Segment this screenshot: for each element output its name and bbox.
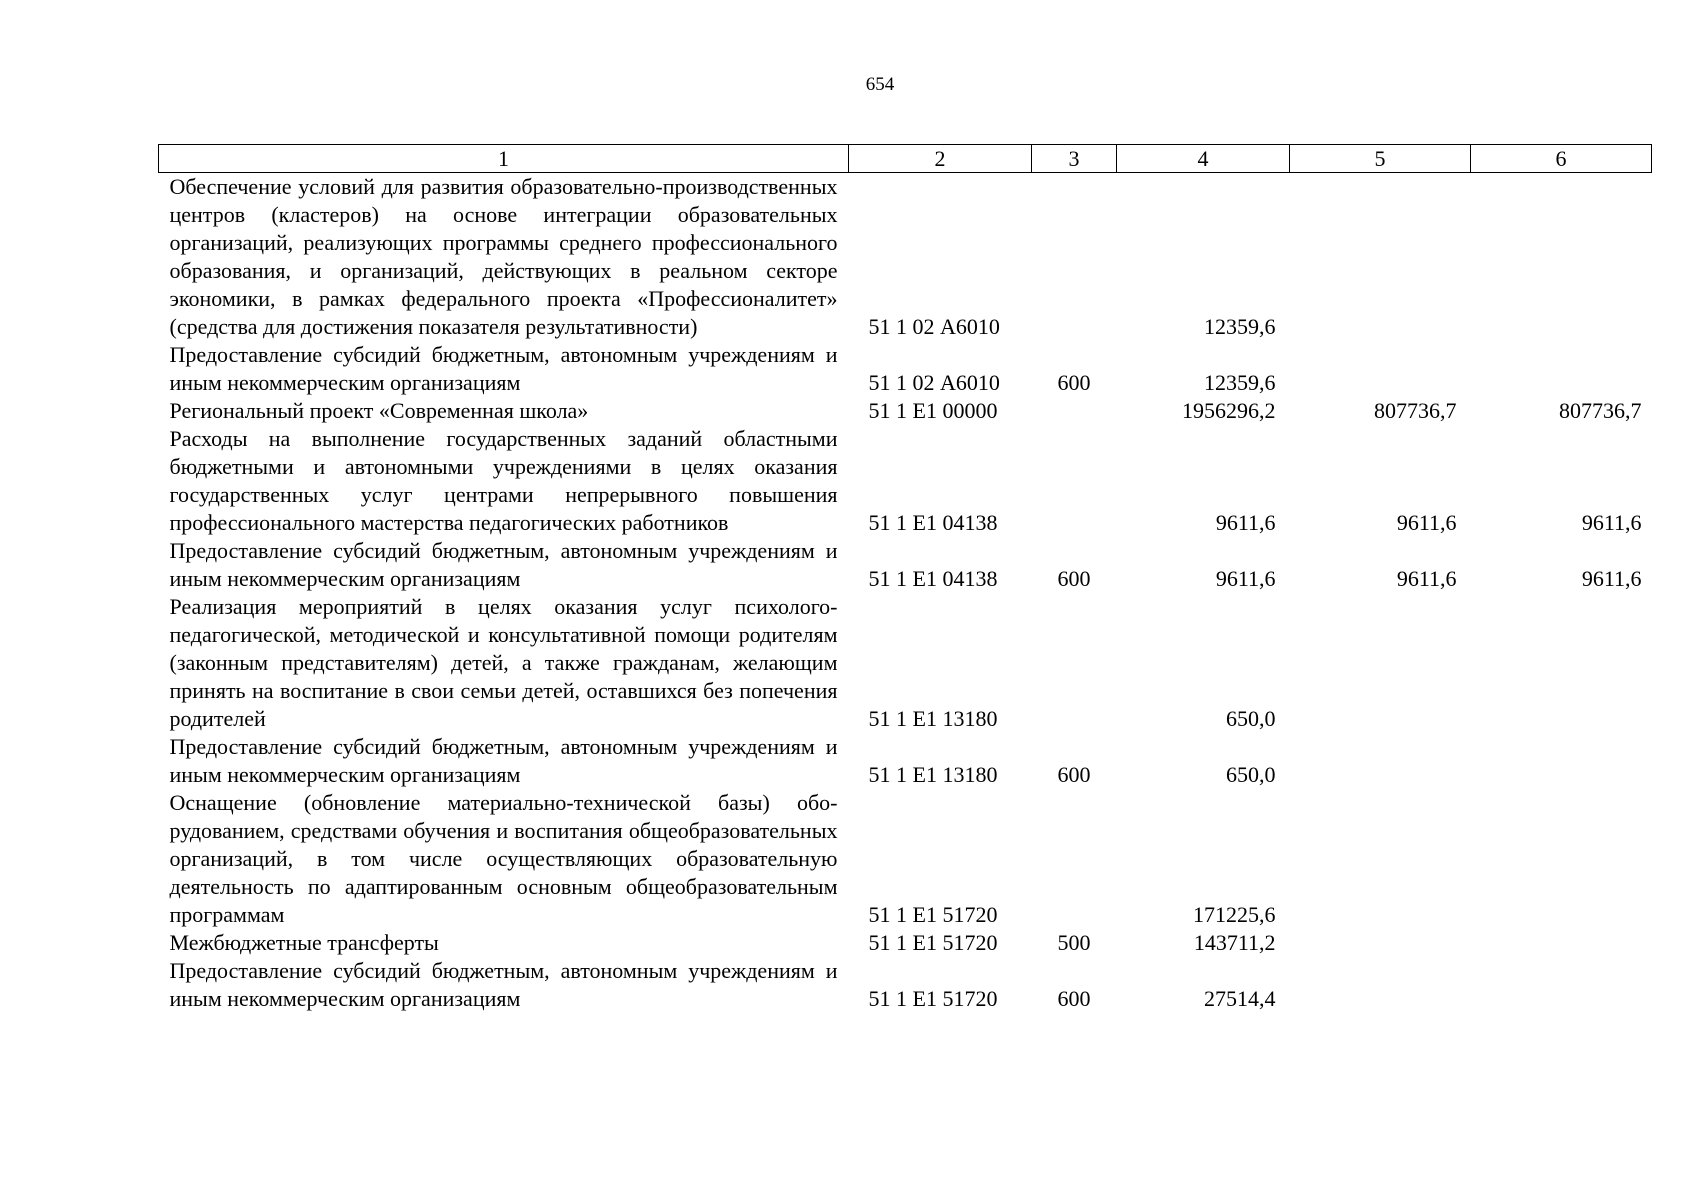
row-code: 51 1 Е1 51720 [868, 986, 998, 1011]
table-row [159, 173, 1652, 342]
table-body [159, 173, 1652, 1014]
table-row [159, 341, 1652, 397]
row-sum-col6: 9611,6 [1581, 510, 1642, 535]
row-sum-col4: 650,0 [1226, 706, 1276, 731]
row-expense-type [1032, 789, 1117, 929]
row-code: 51 1 02 А6010 [868, 370, 1000, 395]
row-sum-col6: 807736,7 [1559, 398, 1642, 423]
table-row [159, 425, 1652, 537]
row-description: Обеспечение условий для развития образовательно-производственных центров (кластеров) на основе интеграции образовательных организаций, реализующих программы среднего профессионального образования, и организаций, действующих в реальном секторе экономики, в рамках федерального проекта «Профессионалитет» (средства для достижения показателя результативности) [169, 174, 838, 339]
row-expense-type [1032, 397, 1117, 425]
row-sum-col6: 9611,6 [1581, 566, 1642, 591]
row-description: Предоставление субсидий бюджетным, автономным учреждениям и иным некоммерческим организациям [169, 734, 838, 787]
row-description: Расходы на выполнение государственных заданий областными бюджетными и автономными учреждениями в целях оказания государственных услуг центрами непрерывного повышения профессионального мастерства педагогических работников [169, 426, 838, 535]
row-sum-col6 [1471, 789, 1652, 929]
row-expense-type: 600 [1057, 370, 1091, 395]
row-code: 51 1 Е1 13180 [868, 706, 998, 731]
budget-table [158, 144, 1652, 1013]
row-sum-col4: 143711,2 [1193, 930, 1276, 955]
row-code: 51 1 Е1 04138 [868, 510, 998, 535]
row-sum-col5: 807736,7 [1374, 398, 1457, 423]
row-description: Предоставление субсидий бюджетным, автономным учреждениям и иным некоммерческим организациям [169, 958, 838, 1011]
row-sum-col6 [1471, 957, 1652, 1013]
row-sum-col5 [1290, 341, 1471, 397]
table-row [159, 397, 1652, 425]
row-description: Предоставление субсидий бюджетным, автономным учреждениям и иным некоммерческим организациям [169, 538, 838, 591]
row-code: 51 1 Е1 51720 [868, 902, 998, 927]
row-expense-type [1032, 593, 1117, 733]
row-sum-col5 [1290, 173, 1471, 342]
row-sum-col6 [1471, 733, 1652, 789]
row-sum-col5: 9611,6 [1396, 510, 1457, 535]
row-description: Предоставление субсидий бюджетным, автономным учреждениям и иным некоммерческим организациям [169, 342, 838, 395]
row-expense-type: 500 [1057, 930, 1091, 955]
column-header-4: 4 [1117, 145, 1290, 173]
row-sum-col4: 650,0 [1226, 762, 1276, 787]
row-sum-col4: 12359,6 [1204, 370, 1276, 395]
row-description: Оснащение (обновление материально-технической базы) оборудованием, средствами обучения и воспитания общеобразовательных организаций, в том числе осуществляющих образовательную деятельность по адаптированным основным общеобразовательным программам [169, 790, 838, 927]
row-description: Межбюджетные трансферты [169, 930, 439, 955]
row-sum-col4: 9611,6 [1215, 566, 1276, 591]
row-sum-col5 [1290, 929, 1471, 957]
row-sum-col4: 9611,6 [1215, 510, 1276, 535]
row-sum-col5 [1290, 733, 1471, 789]
row-sum-col6 [1471, 341, 1652, 397]
column-header-2: 2 [849, 145, 1032, 173]
row-expense-type [1032, 173, 1117, 342]
row-expense-type: 600 [1057, 762, 1091, 787]
table-row [159, 537, 1652, 593]
row-code: 51 1 Е1 13180 [868, 762, 998, 787]
row-sum-col4: 171225,6 [1193, 902, 1276, 927]
column-header-6: 6 [1471, 145, 1652, 173]
row-code: 51 1 Е1 51720 [868, 930, 998, 955]
page-number: 654 [865, 74, 895, 95]
row-expense-type [1032, 425, 1117, 537]
row-description: Реализация мероприятий в целях оказания услуг психолого-педагогической, методической и консультативной помощи родителям (законным представителям) детей, а также гражданам, желающим принять на воспитание в свои семьи детей, оставшихся без попечения родителей [169, 594, 838, 731]
row-code: 51 1 Е1 00000 [868, 398, 998, 423]
column-header-3: 3 [1032, 145, 1117, 173]
table-row [159, 789, 1652, 929]
row-sum-col6 [1471, 173, 1652, 342]
row-sum-col5: 9611,6 [1396, 566, 1457, 591]
table-header [159, 145, 1652, 173]
row-expense-type: 600 [1057, 566, 1091, 591]
table-row [159, 957, 1652, 1013]
table-row [159, 733, 1652, 789]
row-sum-col4: 12359,6 [1204, 314, 1276, 339]
row-sum-col6 [1471, 929, 1652, 957]
row-sum-col6 [1471, 593, 1652, 733]
row-sum-col5 [1290, 957, 1471, 1013]
table-row [159, 593, 1652, 733]
column-header-1: 1 [159, 145, 849, 173]
row-sum-col4: 1956296,2 [1182, 398, 1276, 423]
row-code: 51 1 Е1 04138 [868, 566, 998, 591]
row-description: Региональный проект «Современная школа» [169, 398, 589, 423]
table-row [159, 929, 1652, 957]
row-code: 51 1 02 А6010 [868, 314, 1000, 339]
row-sum-col4: 27514,4 [1204, 986, 1276, 1011]
row-sum-col5 [1290, 593, 1471, 733]
column-header-5: 5 [1290, 145, 1471, 173]
row-expense-type: 600 [1057, 986, 1091, 1011]
row-sum-col5 [1290, 789, 1471, 929]
